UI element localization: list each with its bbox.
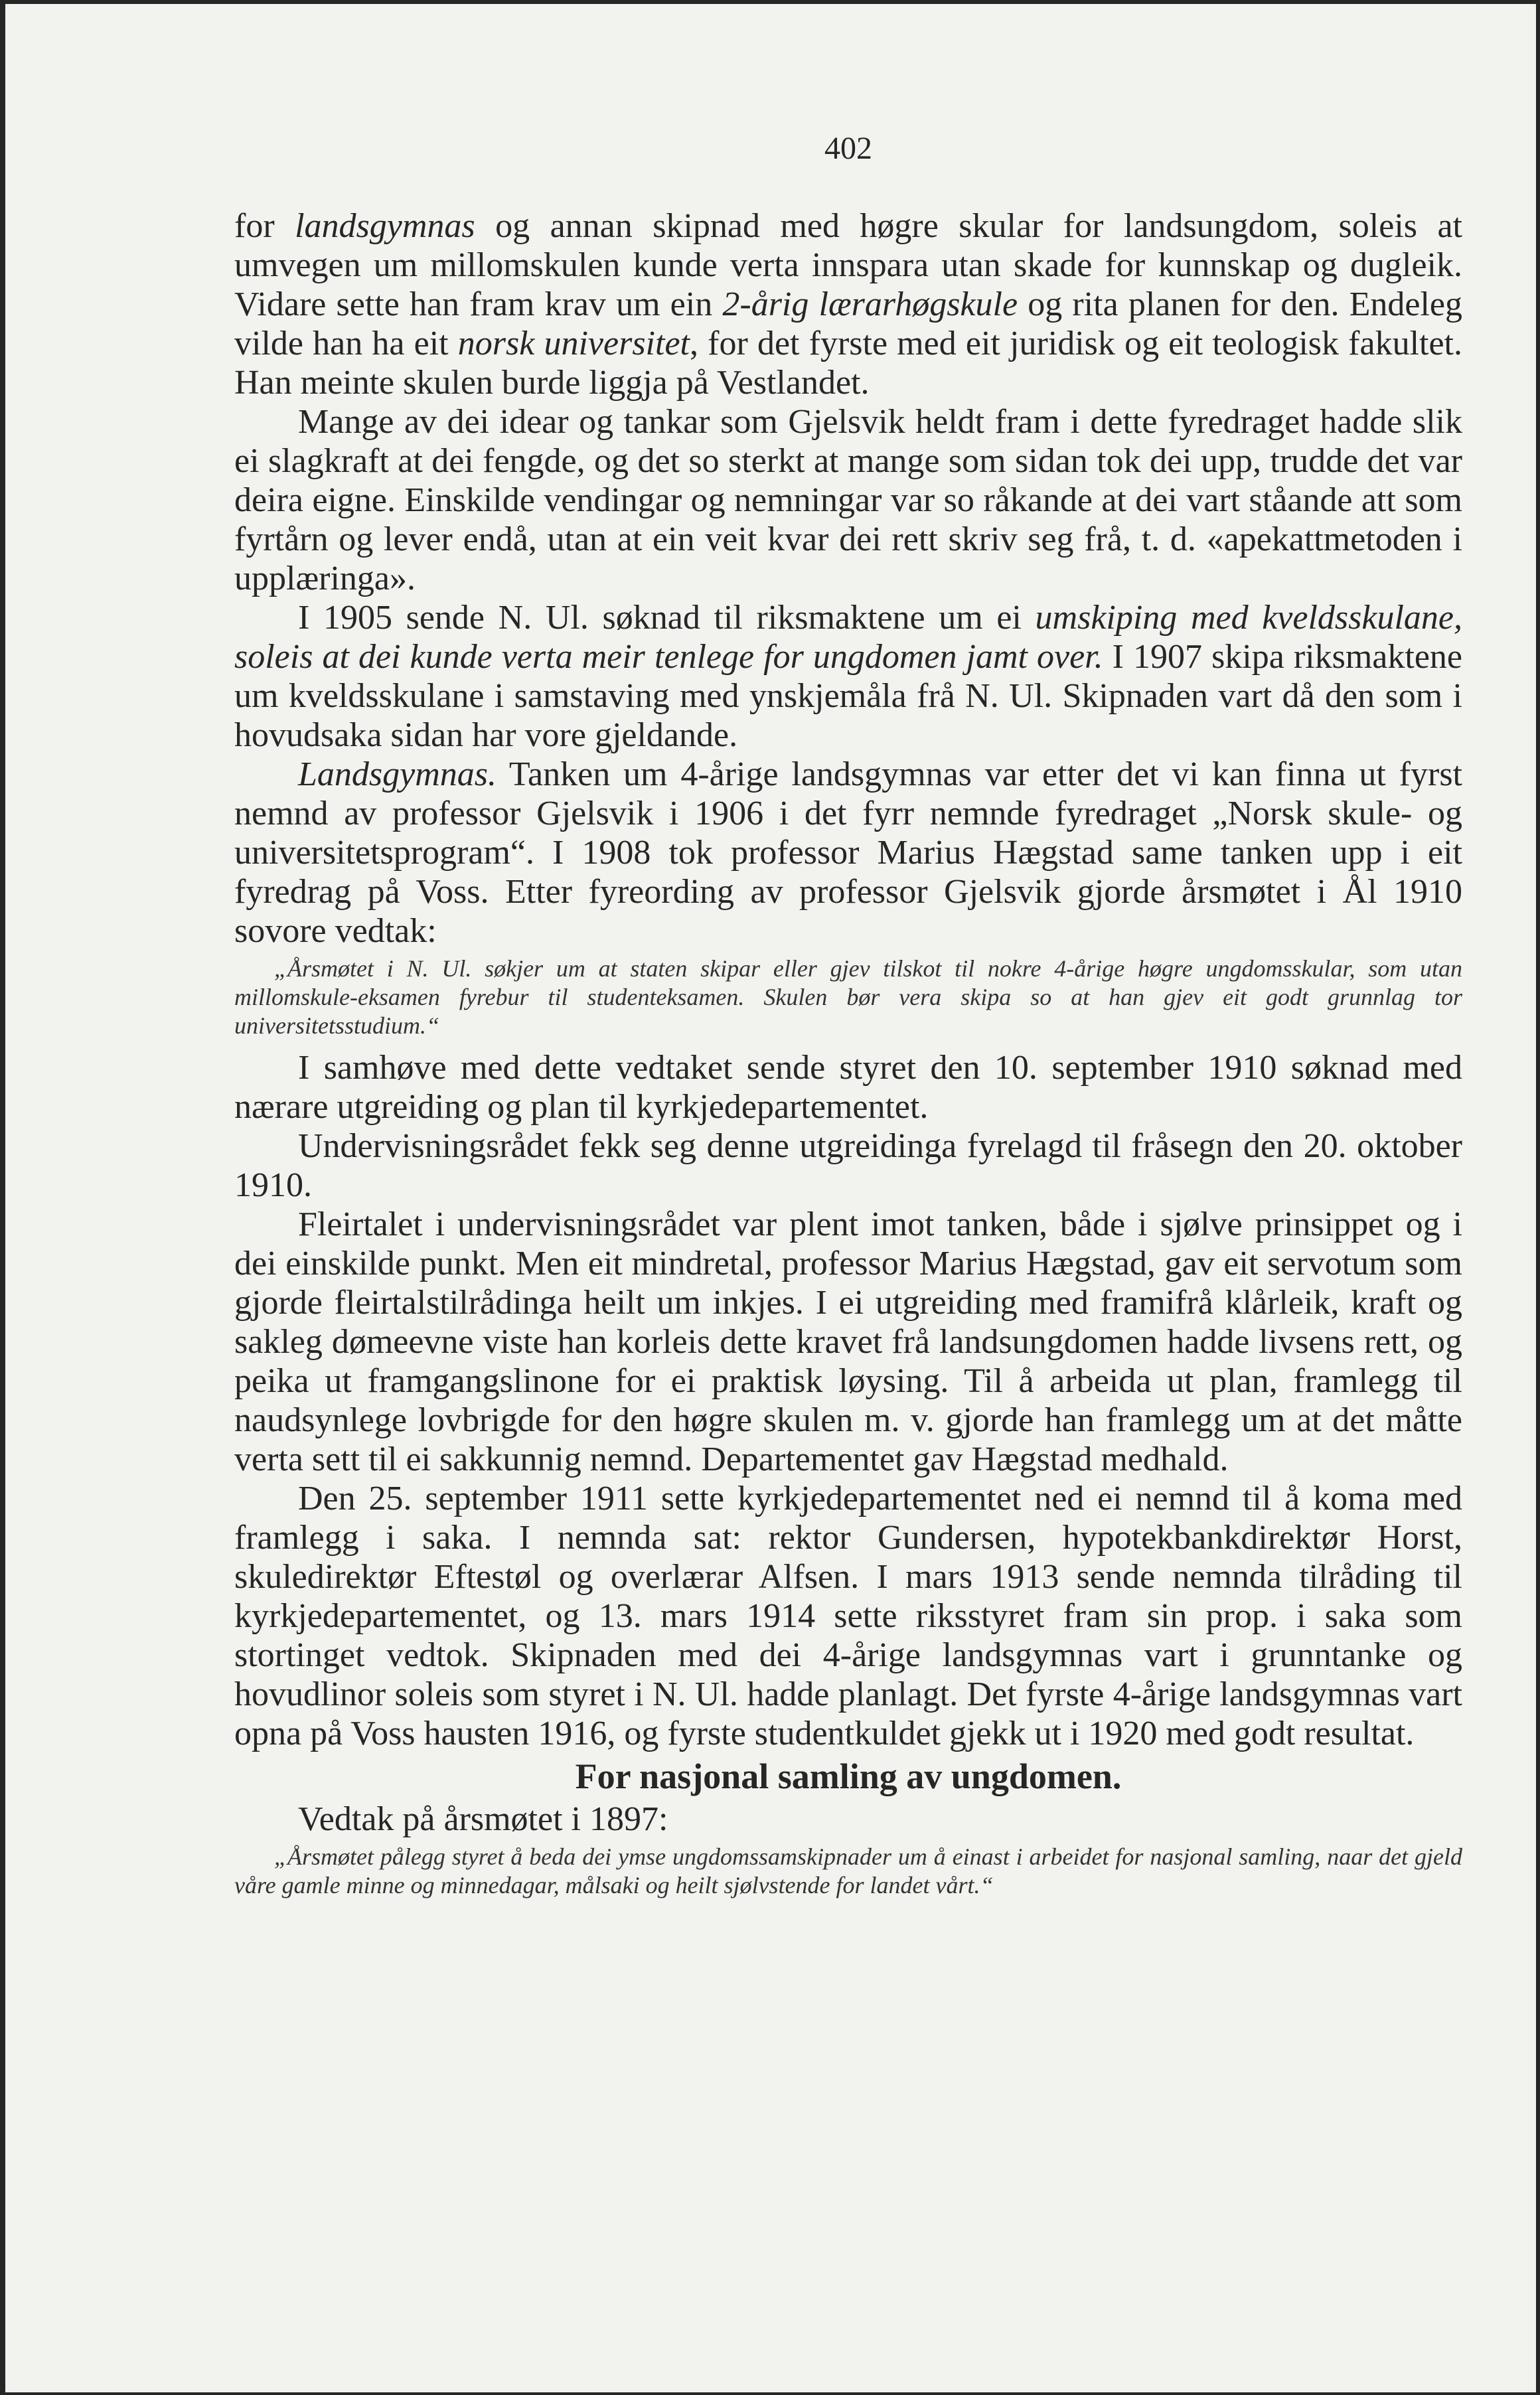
italic-text: 2-årig lærarhøgskule bbox=[722, 285, 1018, 323]
page bbox=[5, 4, 1536, 2392]
text-segment: I samhøve med dette vedtaket sende styret den 10. september 1910 søknad med nærare utgreiding og plan til kyrkjedepartementet. bbox=[234, 1049, 1462, 1126]
paragraph bbox=[234, 1126, 1462, 1205]
paragraph bbox=[234, 402, 1462, 598]
text-segment: Vedtak på årsmøtet i 1897: bbox=[298, 1800, 668, 1838]
italic-text: Landsgymnas. bbox=[298, 755, 497, 793]
text-segment: For nasjonal samling av ungdomen. bbox=[575, 1756, 1122, 1796]
text-segment: Undervisningsrådet fekk seg denne utgreidinga fyrelagd til fråsegn den 20. oktober 1910. bbox=[234, 1127, 1462, 1204]
text-segment: for bbox=[234, 207, 295, 245]
text-segment: Mange av dei idear og tankar som Gjelsvik heldt fram i dette fyredraget hadde slik ei slagkraft at dei fengde, og det so sterkt at mange som sidan tok dei upp, trudde det var deira eigne. Einskilde vendingar og nemningar var so råkande at dei vart ståande att som fyrtårn og lever endå, utan at ein veit kvar dei rett skriv seg frå, t. d. «apekattmetoden i upplæringa». bbox=[234, 403, 1462, 597]
paragraph bbox=[234, 1048, 1462, 1126]
paragraph bbox=[234, 598, 1462, 755]
italic-text: umskiping med kveldsskulane, soleis at dei kunde verta meir tenlege for ungdomen jamt over. bbox=[234, 599, 1462, 676]
text-segment: I 1905 sende N. Ul. søknad til riksmaktene um ei bbox=[298, 599, 1036, 637]
section-heading bbox=[234, 1753, 1462, 1800]
paragraph bbox=[234, 1800, 1462, 1839]
page-number: 402 bbox=[824, 131, 872, 166]
quoted-resolution bbox=[234, 1843, 1462, 1900]
paragraph bbox=[234, 1479, 1462, 1753]
paragraph bbox=[234, 1205, 1462, 1479]
quoted-resolution bbox=[234, 955, 1462, 1040]
text-segment: Den 25. september 1911 sette kyrkjedepartementet ned ei nemnd til å koma med framlegg i saka. I nemnda sat: rektor Gundersen, hypotekbankdirektør Horst, skuledirektør Eftestøl og overlærar Alfsen. I mars 1913 sende nemnda tilråding til kyrkjedepartementet, og 13. mars 1914 sette riksstyret fram sin prop. i saka som stortinget vedtok. Skipnaden med dei 4-årige landsgymnas vart i grunntanke og hovudlinor soleis som styret i N. Ul. hadde planlagt. Det fyrste 4-årige landsgymnas vart opna på Voss hausten 1916, og fyrste studentkuldet gjekk ut i 1920 med godt resultat. bbox=[234, 1480, 1462, 1752]
text-segment: , for det fyrste med eit juridisk og eit teologisk fakultet. Han meinte skulen burde liggja på Vestlandet. bbox=[234, 325, 1463, 402]
text-segment: Fleirtalet i undervisningsrådet var plent imot tanken, både i sjølve prinsippet og i dei einskilde punkt. Men eit mindretal, professor Marius Hægstad, gav eit servotum som gjorde fleirtalstilrådinga heilt um inkjes. I ei utgreiding med framifrå klårleik, kraft og sakleg dømeevne viste han korleis dette kravet frå landsungdomen hadde livsens rett, og peika ut framgangslinone for ei praktisk løysing. Til å arbeida ut plan, framlegg til naudsynlege lovbrigde for den høgre skulen m. v. gjorde han framlegg um at det måtte verta sett til ei sakkunnig nemnd. Departementet gav Hægstad medhald. bbox=[234, 1205, 1462, 1478]
text-segment: Tanken um 4-årige landsgymnas var etter det vi kan finna ut fyrst nemnd av professor Gjelsvik i 1906 i det fyrr nemnde fyredraget „Norsk skule- og universitetsprogram“. I 1908 tok professor Marius Hægstad same tanken upp i eit fyredrag på Voss. Etter fyreording av professor Gjelsvik gjorde årsmøtet i Ål 1910 sovore vedtak: bbox=[234, 755, 1462, 950]
italic-text: landsgymnas bbox=[295, 207, 475, 245]
text-segment: „Årsmøtet pålegg styret å beda dei ymse ungdomssamskipnader um å einast i arbeidet for nasjonal samling, naar det gjeld våre gamle minne og minnedagar, målsaki og heilt sjølvstende for landet vårt.“ bbox=[234, 1843, 1462, 1898]
text-segment: og annan skipnad med høgre skular for landsungdom, soleis at umvegen um millomskulen kunde verta innspara utan skade for kunnskap og dugleik. Vidare sette han fram krav um ein bbox=[234, 207, 1462, 323]
italic-text: norsk universitet bbox=[457, 325, 690, 362]
text-segment: „Årsmøtet i N. Ul. søkjer um at staten skipar eller gjev tilskot til nokre 4-årige høgre ungdomsskular, som utan millomskule-eksamen fyrebur til studenteksamen. Skulen bør vera skipa so at han gjev eit godt grunnlag tor universitetsstudium.“ bbox=[234, 955, 1462, 1039]
paragraph bbox=[234, 755, 1462, 951]
paragraph bbox=[234, 206, 1462, 402]
text-segment: I 1907 skipa riksmaktene um kveldsskulane i samstaving med ynskjemåla frå N. Ul. Skipnaden vart då den som i hovudsaka sidan har vore gjeldande. bbox=[234, 638, 1462, 754]
body-text bbox=[234, 206, 1462, 1908]
text-segment: og rita planen for den. Endeleg vilde han ha eit bbox=[234, 285, 1462, 362]
